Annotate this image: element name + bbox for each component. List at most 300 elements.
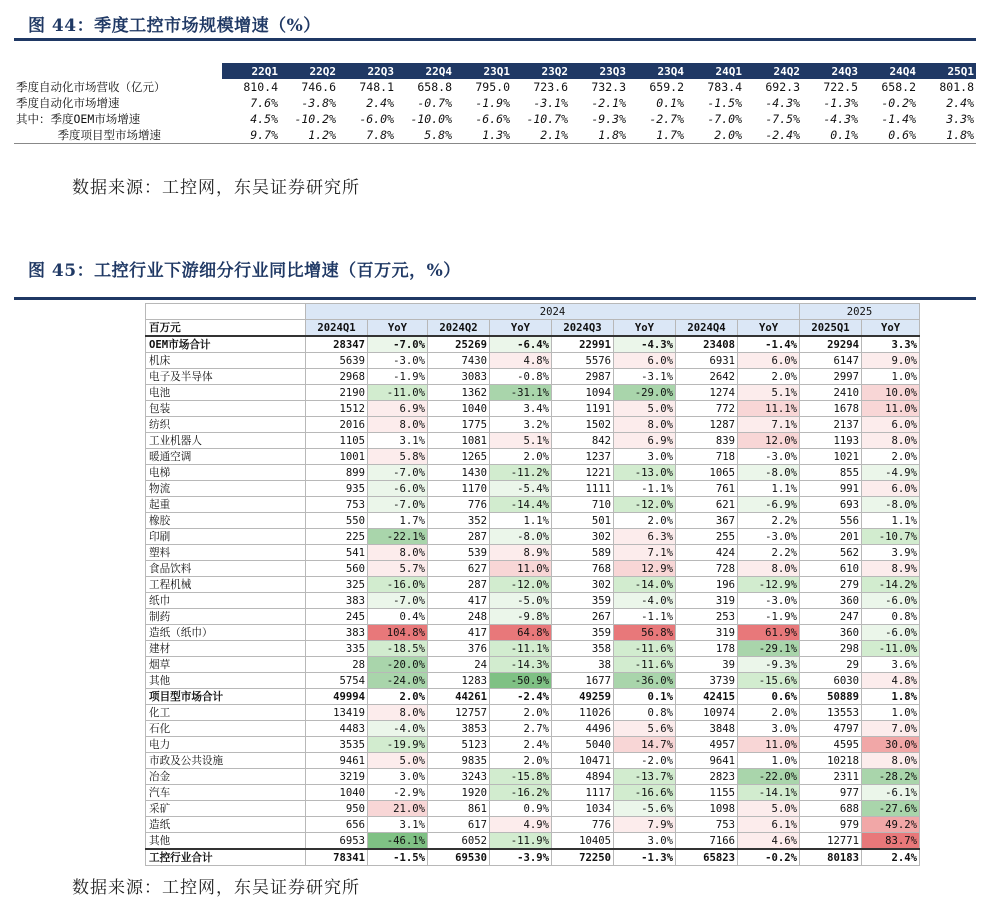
- fig45-cell: 11026: [552, 705, 614, 721]
- fig45-cell: -6.9%: [738, 497, 800, 513]
- fig45-row-label: 其他: [146, 833, 306, 850]
- fig45-row-label: 食品饮料: [146, 561, 306, 577]
- fig45-cell: 621: [676, 497, 738, 513]
- fig45-cell: 0.1%: [614, 689, 676, 705]
- fig45-cell: -18.5%: [368, 641, 428, 657]
- fig45-cell: 64.8%: [490, 625, 552, 641]
- fig45-cell: -16.2%: [490, 785, 552, 801]
- fig45-cell: 2.0%: [368, 689, 428, 705]
- fig44-row-label: 其中：季度OEM市场增速: [16, 112, 141, 126]
- fig45-cell: 4496: [552, 721, 614, 737]
- fig45-cell: 2410: [800, 385, 862, 401]
- fig45-cell: 61.9%: [738, 625, 800, 641]
- fig45-table-row: [146, 721, 920, 737]
- fig45-table-row: [146, 481, 920, 497]
- fig45-cell: 1193: [800, 433, 862, 449]
- fig45-cell: 12771: [800, 833, 862, 850]
- fig45-cell: 4.8%: [490, 353, 552, 369]
- fig45-cell: -12.0%: [614, 497, 676, 513]
- fig44-header-cell: 23Q1: [454, 63, 512, 79]
- fig45-cell: 13553: [800, 705, 862, 721]
- fig45-table-row: [146, 785, 920, 801]
- fig44-header-cell: 25Q1: [918, 63, 976, 79]
- fig45-table-row: [146, 673, 920, 689]
- fig45-cell: -16.6%: [614, 785, 676, 801]
- fig45-row-label: 造纸: [146, 817, 306, 833]
- fig45-cell: -11.2%: [490, 465, 552, 481]
- fig45-cell: -15.8%: [490, 769, 552, 785]
- fig45-cell: -24.0%: [368, 673, 428, 689]
- fig45-cell: -6.0%: [862, 625, 920, 641]
- fig45-row-label: 化工: [146, 705, 306, 721]
- fig45-table-row: [146, 817, 920, 833]
- fig45-cell: 10974: [676, 705, 738, 721]
- fig45-cell: -13.7%: [614, 769, 676, 785]
- fig44-header-cell: 24Q4: [860, 63, 918, 79]
- fig45-cell: 383: [306, 625, 368, 641]
- fig45-cell: 5754: [306, 673, 368, 689]
- fig45-cell: 656: [306, 817, 368, 833]
- fig45-cell: 2137: [800, 417, 862, 433]
- fig45-cell: -6.1%: [862, 785, 920, 801]
- fig45-cell: 1.0%: [862, 369, 920, 385]
- fig44-cell: 1.2%: [280, 127, 338, 144]
- fig45-cell: 2.4%: [490, 737, 552, 753]
- fig45-row-label: 工程机械: [146, 577, 306, 593]
- fig45-header-cell: 百万元: [146, 320, 306, 337]
- fig44-cell: 801.8: [939, 80, 974, 94]
- fig45-table-row: [146, 737, 920, 753]
- fig45-cell: 718: [676, 449, 738, 465]
- fig45-cell: 376: [428, 641, 490, 657]
- fig45-cell: 562: [800, 545, 862, 561]
- fig45-cell: 24: [428, 657, 490, 673]
- fig44-header-cell: 23Q4: [628, 63, 686, 79]
- fig44-cell: -10.0%: [410, 112, 452, 126]
- fig45-cell: 12.0%: [738, 433, 800, 449]
- fig44-header-corner: [14, 63, 222, 79]
- fig44-cell: -4.3%: [765, 96, 800, 110]
- fig45-table-row: [146, 353, 920, 369]
- fig45-cell: 6.0%: [862, 481, 920, 497]
- fig45-cell: 1283: [428, 673, 490, 689]
- fig45-cell: 6.0%: [614, 353, 676, 369]
- fig45-cell: 6030: [800, 673, 862, 689]
- fig45-cell: 6.0%: [738, 353, 800, 369]
- fig45-cell: 3219: [306, 769, 368, 785]
- fig45-row-label: 包装: [146, 401, 306, 417]
- fig44-cell: -7.5%: [765, 112, 800, 126]
- fig45-cell: 1111: [552, 481, 614, 497]
- fig44-row-label: 季度自动化市场增速: [16, 96, 120, 110]
- fig45-cell: 3.0%: [614, 449, 676, 465]
- fig45-cell: 3848: [676, 721, 738, 737]
- fig44-cell: -6.0%: [359, 112, 394, 126]
- fig45-cell: 1001: [306, 449, 368, 465]
- fig45-cell: 6.1%: [738, 817, 800, 833]
- fig45-cell: -3.1%: [614, 369, 676, 385]
- fig44-cell: -7.0%: [707, 112, 742, 126]
- fig45-cell: -2.4%: [490, 689, 552, 705]
- fig45-cell: 3.3%: [862, 336, 920, 353]
- fig45-cell: -1.5%: [368, 849, 428, 866]
- fig45-row-label: 电力: [146, 737, 306, 753]
- fig45-cell: -2.0%: [614, 753, 676, 769]
- fig45-row-label: 起重: [146, 497, 306, 513]
- fig45-cell: 5639: [306, 353, 368, 369]
- fig45-cell: 72250: [552, 849, 614, 866]
- fig45-cell: -3.0%: [738, 529, 800, 545]
- fig45-cell: 899: [306, 465, 368, 481]
- fig45-cell: 3.4%: [490, 401, 552, 417]
- fig45-cell: 6.9%: [368, 401, 428, 417]
- fig45-cell: 1678: [800, 401, 862, 417]
- fig45-cell: 1170: [428, 481, 490, 497]
- fig45-cell: -11.9%: [490, 833, 552, 850]
- fig45-cell: 550: [306, 513, 368, 529]
- fig45-table-row: [146, 641, 920, 657]
- fig45-cell: 319: [676, 593, 738, 609]
- fig44-cell: 783.4: [707, 80, 742, 94]
- fig45-cell: 201: [800, 529, 862, 545]
- fig45-cell: 29294: [800, 336, 862, 353]
- fig45-table-row: [146, 433, 920, 449]
- fig45-cell: -29.1%: [738, 641, 800, 657]
- fig45-table-row: [146, 401, 920, 417]
- fig45-cell: -22.1%: [368, 529, 428, 545]
- fig45-cell: -9.8%: [490, 609, 552, 625]
- fig45-cell: 7430: [428, 353, 490, 369]
- fig45-cell: -11.0%: [368, 385, 428, 401]
- fig45-cell: 610: [800, 561, 862, 577]
- fig45-cell: 776: [552, 817, 614, 833]
- fig45-row-label: 制药: [146, 609, 306, 625]
- fig45-cell: 5.1%: [490, 433, 552, 449]
- fig45-table-row: [146, 529, 920, 545]
- fig45-row-label: 石化: [146, 721, 306, 737]
- fig45-cell: -1.1%: [614, 481, 676, 497]
- fig45-cell: -22.0%: [738, 769, 800, 785]
- fig45-cell: 49259: [552, 689, 614, 705]
- fig45-cell: 9461: [306, 753, 368, 769]
- fig44-header-cell: 24Q3: [802, 63, 860, 79]
- fig44-cell: 2.1%: [512, 127, 570, 144]
- fig45-cell: 360: [800, 625, 862, 641]
- fig45-cell: 11.0%: [862, 401, 920, 417]
- fig44-cell: -4.3%: [823, 112, 858, 126]
- fig45-cell: 1155: [676, 785, 738, 801]
- fig45-cell: 39: [676, 657, 738, 673]
- fig45-cell: -14.1%: [738, 785, 800, 801]
- fig45-cell: 417: [428, 593, 490, 609]
- fig45-cell: 556: [800, 513, 862, 529]
- fig45-table-row: [146, 657, 920, 673]
- figure-45-title: 图 45：工控行业下游细分行业同比增速（百万元，%）: [28, 261, 461, 281]
- fig45-cell: -4.9%: [862, 465, 920, 481]
- fig45-cell: 3853: [428, 721, 490, 737]
- fig45-cell: 248: [428, 609, 490, 625]
- fig45-table-row: [146, 336, 920, 353]
- fig45-cell: -50.9%: [490, 673, 552, 689]
- fig45-cell: 950: [306, 801, 368, 817]
- fig45-cell: 842: [552, 433, 614, 449]
- fig45-header-cell: YoY: [862, 320, 920, 337]
- fig44-cell: -1.5%: [707, 96, 742, 110]
- fig45-cell: 367: [676, 513, 738, 529]
- fig45-cell: 8.9%: [862, 561, 920, 577]
- fig45-cell: 7.1%: [614, 545, 676, 561]
- fig45-cell: 383: [306, 593, 368, 609]
- fig45-cell: 359: [552, 593, 614, 609]
- fig45-cell: 8.0%: [862, 433, 920, 449]
- fig45-cell: 627: [428, 561, 490, 577]
- fig44-cell: 748.1: [359, 80, 394, 94]
- fig45-cell: 2.2%: [738, 545, 800, 561]
- fig44-header-cell: 22Q1: [222, 63, 280, 79]
- fig44-cell: 5.8%: [396, 127, 454, 144]
- fig44-header-row: [14, 63, 976, 79]
- fig45-cell: 2987: [552, 369, 614, 385]
- fig45-cell: 6953: [306, 833, 368, 850]
- fig45-cell: -1.1%: [614, 609, 676, 625]
- fig45-cell: 2823: [676, 769, 738, 785]
- fig45-cell: 5040: [552, 737, 614, 753]
- fig44-cell: 7.8%: [338, 127, 396, 144]
- fig45-cell: 2.0%: [490, 449, 552, 465]
- fig45-row-label: 造纸（纸巾）: [146, 625, 306, 641]
- figure-44-source: 数据来源：工控网，东吴证券研究所: [72, 178, 360, 198]
- fig45-cell: 710: [552, 497, 614, 513]
- fig45-cell: -14.3%: [490, 657, 552, 673]
- fig45-cell: 9641: [676, 753, 738, 769]
- fig45-cell: 2997: [800, 369, 862, 385]
- fig45-cell: 247: [800, 609, 862, 625]
- fig45-cell: 21.0%: [368, 801, 428, 817]
- fig45-cell: -7.0%: [368, 593, 428, 609]
- fig45-header-cell: YoY: [614, 320, 676, 337]
- fig45-cell: 358: [552, 641, 614, 657]
- fig45-table-row: [146, 833, 920, 850]
- fig45-cell: 2.0%: [738, 369, 800, 385]
- fig45-cell: 2.7%: [490, 721, 552, 737]
- fig45-cell: -11.1%: [490, 641, 552, 657]
- fig45-cell: 753: [306, 497, 368, 513]
- fig45-header-cell: 2024Q4: [676, 320, 738, 337]
- fig45-cell: 753: [676, 817, 738, 833]
- fig45-table-row: [146, 689, 920, 705]
- fig45-cell: -4.0%: [368, 721, 428, 737]
- fig45-cell: 4.6%: [738, 833, 800, 850]
- fig45-cell: 855: [800, 465, 862, 481]
- fig45-cell: -3.0%: [368, 353, 428, 369]
- fig45-cell: 6147: [800, 353, 862, 369]
- fig45-cell: 2016: [306, 417, 368, 433]
- fig45-row-label: 冶金: [146, 769, 306, 785]
- fig45-row-label: 橡胶: [146, 513, 306, 529]
- fig44-header-cell: 24Q2: [744, 63, 802, 79]
- fig45-cell: -14.4%: [490, 497, 552, 513]
- fig45-year-2025: 2025: [800, 304, 920, 320]
- fig45-table-row: [146, 625, 920, 641]
- fig45-header-cell: 2024Q1: [306, 320, 368, 337]
- fig45-cell: 196: [676, 577, 738, 593]
- fig44-cell: -1.9%: [475, 96, 510, 110]
- fig45-table-row: [146, 769, 920, 785]
- fig44-cell: -1.3%: [823, 96, 858, 110]
- fig45-cell: 3.1%: [368, 433, 428, 449]
- fig45-row-label: 电子及半导体: [146, 369, 306, 385]
- fig45-cell: -4.0%: [614, 593, 676, 609]
- fig45-cell: 1920: [428, 785, 490, 801]
- fig44-header-cell: 22Q4: [396, 63, 454, 79]
- fig45-table-row: [146, 513, 920, 529]
- fig45-cell: 245: [306, 609, 368, 625]
- fig45-cell: 5.6%: [614, 721, 676, 737]
- fig45-cell: 2642: [676, 369, 738, 385]
- fig45-cell: 38: [552, 657, 614, 673]
- fig45-cell: -7.0%: [368, 497, 428, 513]
- fig45-cell: 979: [800, 817, 862, 833]
- fig44-cell: 0.1%: [802, 127, 860, 144]
- fig45-cell: 3.9%: [862, 545, 920, 561]
- fig45-cell: 1094: [552, 385, 614, 401]
- fig45-cell: 69530: [428, 849, 490, 866]
- fig44-cell: 732.3: [591, 80, 626, 94]
- fig44-cell: -3.8%: [301, 96, 336, 110]
- fig45-cell: 0.8%: [862, 609, 920, 625]
- fig44-cell: 1.8%: [918, 127, 976, 144]
- fig45-cell: -0.2%: [738, 849, 800, 866]
- fig45-cell: 3.0%: [738, 721, 800, 737]
- fig45-cell: 3.0%: [368, 769, 428, 785]
- fig45-cell: -8.0%: [862, 497, 920, 513]
- fig45-cell: -19.9%: [368, 737, 428, 753]
- fig45-cell: 4483: [306, 721, 368, 737]
- fig44-header-cell: 22Q2: [280, 63, 338, 79]
- fig45-cell: -11.6%: [614, 657, 676, 673]
- fig45-table-row: [146, 577, 920, 593]
- fig45-cell: 0.4%: [368, 609, 428, 625]
- fig45-cell: 1362: [428, 385, 490, 401]
- fig45-cell: 7.1%: [738, 417, 800, 433]
- fig45-cell: 728: [676, 561, 738, 577]
- fig45-cell: 11.1%: [738, 401, 800, 417]
- fig45-cell: 2190: [306, 385, 368, 401]
- fig44-cell: 0.1%: [656, 96, 684, 110]
- fig45-row-label: 采矿: [146, 801, 306, 817]
- fig45-cell: 3083: [428, 369, 490, 385]
- fig45-cell: -5.0%: [490, 593, 552, 609]
- fig45-row-label: 电池: [146, 385, 306, 401]
- fig45-cell: -28.2%: [862, 769, 920, 785]
- fig45-cell: 253: [676, 609, 738, 625]
- fig45-cell: 1.1%: [490, 513, 552, 529]
- fig45-cell: 1040: [428, 401, 490, 417]
- fig45-cell: -6.0%: [862, 593, 920, 609]
- fig45-cell: 4797: [800, 721, 862, 737]
- fig45-cell: 1430: [428, 465, 490, 481]
- fig45-cell: 22991: [552, 336, 614, 353]
- fig45-cell: -29.0%: [614, 385, 676, 401]
- fig45-cell: 1.7%: [368, 513, 428, 529]
- fig45-cell: 1.1%: [862, 513, 920, 529]
- fig45-cell: 5576: [552, 353, 614, 369]
- fig45-row-label: 电梯: [146, 465, 306, 481]
- fig45-row-label: 塑料: [146, 545, 306, 561]
- fig45-cell: -20.0%: [368, 657, 428, 673]
- fig45-table-row: [146, 545, 920, 561]
- fig45-cell: -14.2%: [862, 577, 920, 593]
- fig45-year-2024: 2024: [306, 304, 800, 320]
- fig45-cell: 6.9%: [614, 433, 676, 449]
- fig45-year-corner: [146, 304, 306, 320]
- fig45-cell: 2.0%: [490, 705, 552, 721]
- fig44-cell: -0.7%: [417, 96, 452, 110]
- fig45-cell: -13.0%: [614, 465, 676, 481]
- fig45-row-label: 项目型市场合计: [146, 689, 306, 705]
- figure-45-table: [145, 303, 920, 866]
- fig45-table-row: [146, 385, 920, 401]
- fig45-row-label: 纸巾: [146, 593, 306, 609]
- fig45-cell: 30.0%: [862, 737, 920, 753]
- fig44-cell: 4.5%: [250, 112, 278, 126]
- fig45-table-row: [146, 609, 920, 625]
- fig44-cell: 659.2: [649, 80, 684, 94]
- fig45-cell: -3.9%: [490, 849, 552, 866]
- fig45-cell: -4.3%: [614, 336, 676, 353]
- fig45-cell: 1105: [306, 433, 368, 449]
- fig45-cell: 424: [676, 545, 738, 561]
- fig45-cell: 935: [306, 481, 368, 497]
- fig45-header-cell: 2025Q1: [800, 320, 862, 337]
- fig45-cell: -12.9%: [738, 577, 800, 593]
- fig45-cell: -11.6%: [614, 641, 676, 657]
- fig45-cell: 359: [552, 625, 614, 641]
- fig45-cell: -8.0%: [738, 465, 800, 481]
- fig44-cell: 810.4: [243, 80, 278, 94]
- fig45-cell: 0.9%: [490, 801, 552, 817]
- fig45-cell: 8.0%: [368, 417, 428, 433]
- fig45-cell: 44261: [428, 689, 490, 705]
- fig45-cell: 23408: [676, 336, 738, 353]
- fig45-cell: 287: [428, 529, 490, 545]
- fig45-cell: 1081: [428, 433, 490, 449]
- fig44-cell: 2.4%: [366, 96, 394, 110]
- fig45-cell: 50889: [800, 689, 862, 705]
- fig45-cell: 1502: [552, 417, 614, 433]
- fig45-cell: 3.2%: [490, 417, 552, 433]
- fig45-cell: 8.0%: [738, 561, 800, 577]
- fig45-cell: 1.0%: [862, 705, 920, 721]
- fig45-cell: -1.9%: [368, 369, 428, 385]
- fig44-header-cell: 23Q3: [570, 63, 628, 79]
- fig45-cell: 3.0%: [614, 833, 676, 850]
- fig45-cell: 761: [676, 481, 738, 497]
- fig45-cell: -6.0%: [368, 481, 428, 497]
- fig45-cell: 325: [306, 577, 368, 593]
- fig44-table-row: [14, 95, 976, 111]
- fig45-row-label: 工控行业合计: [146, 849, 306, 866]
- fig45-cell: 541: [306, 545, 368, 561]
- fig45-row-label: OEM市场合计: [146, 336, 306, 353]
- fig45-cell: 2968: [306, 369, 368, 385]
- fig45-cell: 10471: [552, 753, 614, 769]
- fig45-cell: 360: [800, 593, 862, 609]
- fig44-cell: 722.5: [823, 80, 858, 94]
- fig45-cell: 352: [428, 513, 490, 529]
- fig45-table-row: [146, 593, 920, 609]
- fig44-cell: 3.3%: [946, 112, 974, 126]
